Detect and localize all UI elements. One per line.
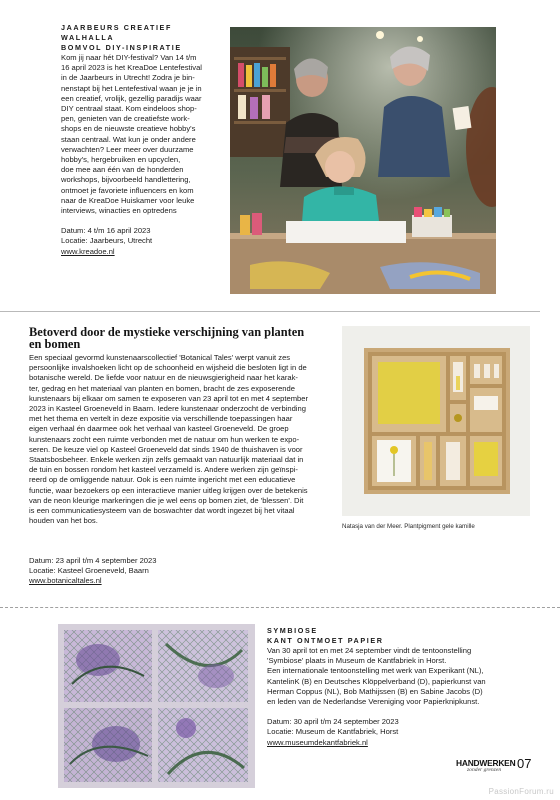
event-date: Datum: 23 april t/m 4 september 2023 — [29, 556, 157, 565]
event-link[interactable]: www.kreadoe.nl — [61, 246, 115, 256]
page-number: 07 — [517, 756, 532, 771]
event-location: Locatie: Museum de Kantfabriek, Horst — [267, 727, 399, 737]
event-date: Datum: 30 april t/m 24 september 2023 — [267, 717, 399, 727]
article-festival — [61, 23, 221, 257]
brand-tagline: zonder grenzen — [467, 767, 502, 773]
event-location: Locatie: Kasteel Groeneveld, Baarn — [29, 566, 149, 576]
magazine-brand — [456, 758, 546, 782]
event-link[interactable]: www.museumdekantfabriek.nl — [267, 737, 368, 747]
article-symbiose-body: Van 30 april tot en met 24 september vindt de tentoonstelling 'Symbiose' plaats in Museum de Kantfabriek in Horst. Een internationale tentoonstelling met werk van Experikant (NL), KantelinK (B) en Deutsches Klöppelverband (D), papierkunst van Herman Coppus (NL), Bob Mathijssen (B) en Sabine Jacobs (D) en leden van de Nederlandse Vereniging voor Papierknipkunst. — [267, 646, 486, 707]
article-symbiose-kicker: SYMBIOSE KANT ONTMOET PAPIER — [267, 626, 384, 645]
event-link[interactable]: www.botanicaltales.nl — [29, 576, 102, 586]
photo-caption: Natasja van der Meer. Plantpigment gele kamille — [342, 523, 475, 530]
section-divider-dashed — [0, 607, 560, 608]
article-festival-kicker: JAARBEURS CREATIEF WALHALLA BOMVOL DIY-INSPIRATIE — [61, 23, 182, 52]
festival-photo — [230, 27, 496, 294]
watermark: PassionForum.ru — [488, 787, 554, 796]
section-divider — [0, 311, 540, 312]
article-symbiose-meta — [267, 717, 507, 748]
article-botanical-meta — [29, 556, 329, 587]
article-festival-meta — [61, 226, 221, 257]
article-botanical-body: Een speciaal gevormd kunstenaarscollectief 'Botanical Tales' werpt vanuit zes persoonlijke invalshoeken licht op de schoonheid en wijsheid die besloten ligt in de botanische wereld. De liefde voor natuur en de nieuwsgierigheid naar het karak- ter, gedrag en het materiaal van planten en bomen, bracht de zes exposerende kunstenaars bij elkaar om samen te exposeren van 23 april tot en met 4 september 2023 in Kasteel Groeneveld in Baarn. Iedere kunstenaar onderzocht de verbinding met het thema en vertelt in deze expositie via verschillende toepassingen haar eigen verhaal én daarmee ook het verhaal van kasteel Groeneveld. De groep kunstenaars zocht een ruimte verbonden met de natuur om hun werken te expo- seren. De keuze viel op Kasteel Groeneveld dat sinds 1940 de thuishaven is voor Staatsbosbeheer. Enkele werken zijn zelfs gemaakt van natuurlijk materiaal dat in de tuin en bossen rondom het kasteel verzameld is. Andere werken zijn geïnspi- reerd op de omliggende natuur. Ook is een ruimte ingericht met een educatieve functie, waar bezoekers op een interactieve manier uitleg krijgen over de betekenis van de neon kleurige markeringen die je wel eens op bomen ziet, de 'blessen'. Dit is een communicatiesysteem van de boswachter dat wordt ingezet bij het vitaal houden van het bos. — [29, 353, 309, 526]
article-symbiose — [267, 626, 507, 748]
article-festival-body: Kom jij naar hét DIY-festival? Van 14 t/m 16 april 2023 is het KreaDoe Lentefestival in de Jaarbeurs in Utrecht! Zodra je bin- nenstapt bij het Lentefestival waan je je in een creatief, vrolijk, gezellig paradijs waar DIY centraal staat. Kom eindeloos shop- pen, genieten van de creatiefste work- shops en de nieuwste creatieve hobby's staan centraal. Wat kun je onder andere verwachten? Leer meer over duurzame hobby's, hergebruiken en upcyclen, doe mee aan één van de honderden workshops, bijvoorbeeld handlettering, ontmoet je favoriete influencers en kom naar de KreaDoe Huiskamer voor leuke interviews, winacties en optredens — [61, 53, 202, 216]
lace-paper-artwork-photo — [58, 624, 255, 788]
botanical-artwork-photo — [342, 326, 530, 516]
event-location: Locatie: Jaarbeurs, Utrecht — [61, 236, 153, 246]
brand-name: HANDWERKEN — [456, 758, 516, 768]
event-date: Datum: 4 t/m 16 april 2023 — [61, 226, 151, 236]
article-botanical-title: Betoverd door de mystieke verschijning van planten en bomen — [29, 325, 305, 352]
